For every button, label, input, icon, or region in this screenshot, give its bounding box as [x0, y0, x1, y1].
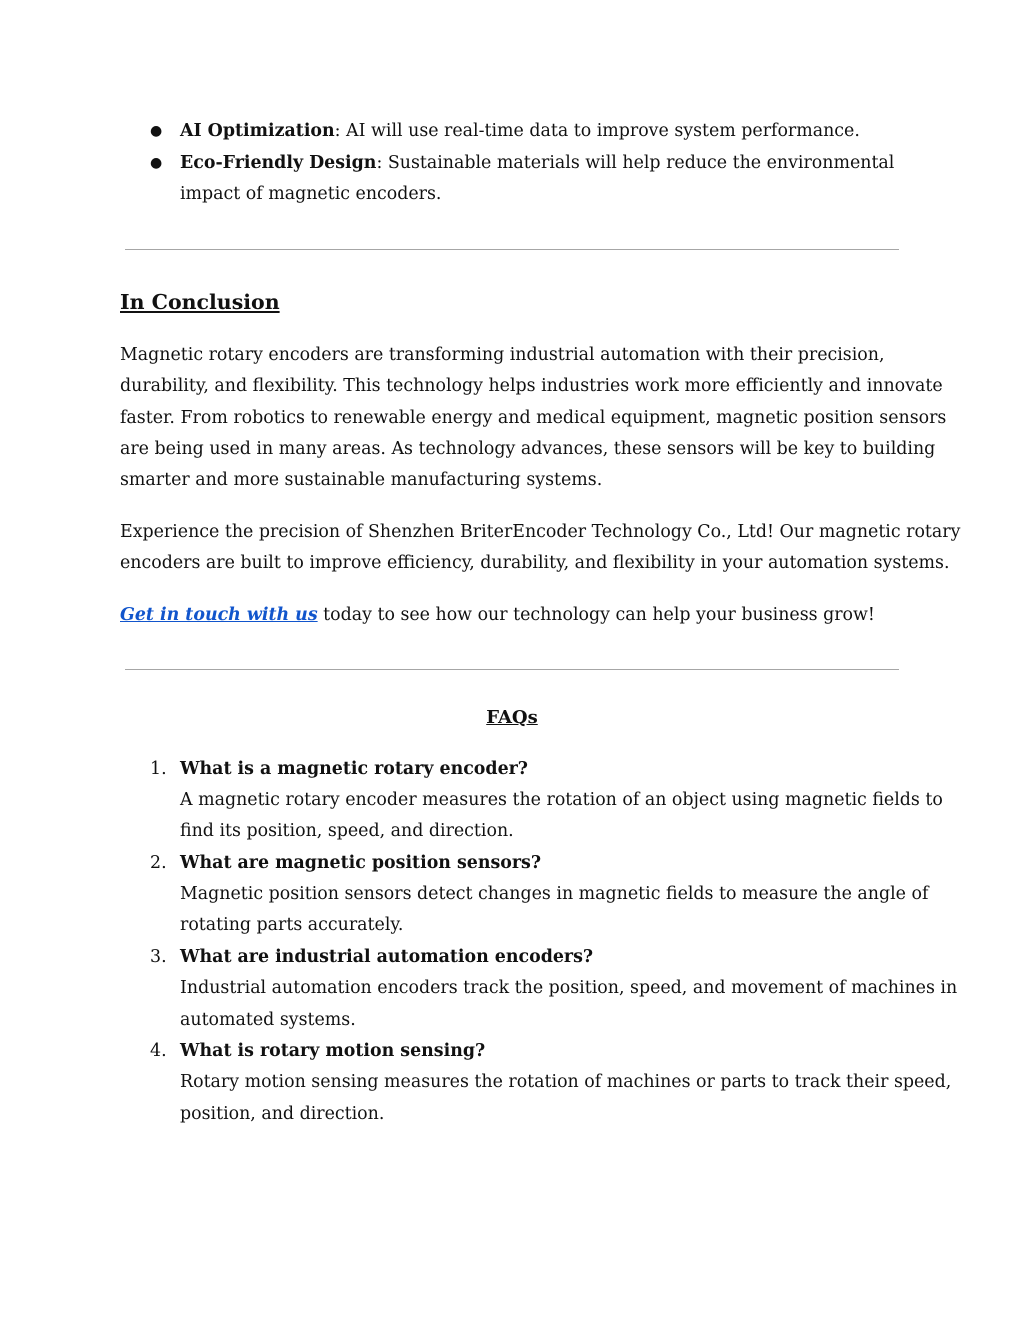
bullet-title: AI Optimization	[180, 121, 335, 141]
faq-answer-line: position, and direction.	[180, 1104, 385, 1124]
faq-question	[180, 754, 528, 786]
bullet-marker: ●	[150, 123, 163, 139]
paragraph-line: encoders are built to improve efficiency, durability, and flexibility in your automation systems.	[120, 553, 950, 573]
faq-question	[180, 942, 593, 974]
faq-answer-line: automated systems.	[180, 1010, 356, 1030]
bullet-text: : Sustainable materials will help reduce the environmental	[376, 153, 895, 173]
paragraph-line: Magnetic rotary encoders are transforming industrial automation with their precision,	[120, 345, 885, 365]
bullet-title: Eco-Friendly Design	[180, 153, 377, 173]
faq-number: 1.	[150, 759, 167, 779]
paragraph-line: are being used in many areas. As technology advances, these sensors will be key to building	[120, 439, 936, 459]
faq-question-text: What are industrial automation encoders?	[180, 947, 594, 967]
bullet-marker: ●	[150, 155, 163, 171]
faq-number: 4.	[150, 1041, 167, 1061]
faq-answer-line: A magnetic rotary encoder measures the rotation of an object using magnetic fields to	[180, 790, 943, 810]
faq-answer-line: find its position, speed, and direction.	[180, 821, 514, 841]
paragraph-line: Experience the precision of Shenzhen BriterEncoder Technology Co., Ltd! Our magnetic rotary	[120, 522, 961, 542]
faq-number: 3.	[150, 947, 167, 967]
paragraph-line: faster. From robotics to renewable energy and medical equipment, magnetic position sensors	[120, 408, 947, 428]
bullet-text: : AI will use real-time data to improve system performance.	[334, 121, 860, 141]
faq-number: 2.	[150, 853, 167, 873]
paragraph-line: durability, and flexibility. This technology helps industries work more efficiently and innovate	[120, 376, 943, 396]
faq-answer-line: rotating parts accurately.	[180, 915, 404, 935]
faq-question-text: What is rotary motion sensing?	[180, 1041, 486, 1061]
cta-line	[120, 600, 875, 632]
section-heading-conclusion: In Conclusion	[120, 290, 280, 314]
horizontal-divider	[125, 669, 899, 670]
faq-answer-line: Rotary motion sensing measures the rotation of machines or parts to track their speed,	[180, 1072, 952, 1092]
faqs-heading: FAQs	[486, 707, 538, 728]
bullet-item-ai-optimization	[180, 116, 860, 148]
faq-answer-line: Magnetic position sensors detect changes in magnetic fields to measure the angle of	[180, 884, 929, 904]
get-in-touch-link[interactable]: Get in touch with us	[120, 605, 318, 625]
cta-text: today to see how our technology can help your business grow!	[317, 605, 875, 625]
horizontal-divider	[125, 249, 899, 250]
faq-question-text: What is a magnetic rotary encoder?	[180, 759, 528, 779]
paragraph-line: smarter and more sustainable manufacturing systems.	[120, 470, 603, 490]
faq-question	[180, 848, 541, 880]
faq-question-text: What are magnetic position sensors?	[180, 853, 542, 873]
bullet-text-continued: impact of magnetic encoders.	[180, 184, 442, 204]
faq-question	[180, 1036, 485, 1068]
bullet-item-eco-friendly-design	[180, 148, 894, 180]
faq-answer-line: Industrial automation encoders track the position, speed, and movement of machines in	[180, 978, 958, 998]
